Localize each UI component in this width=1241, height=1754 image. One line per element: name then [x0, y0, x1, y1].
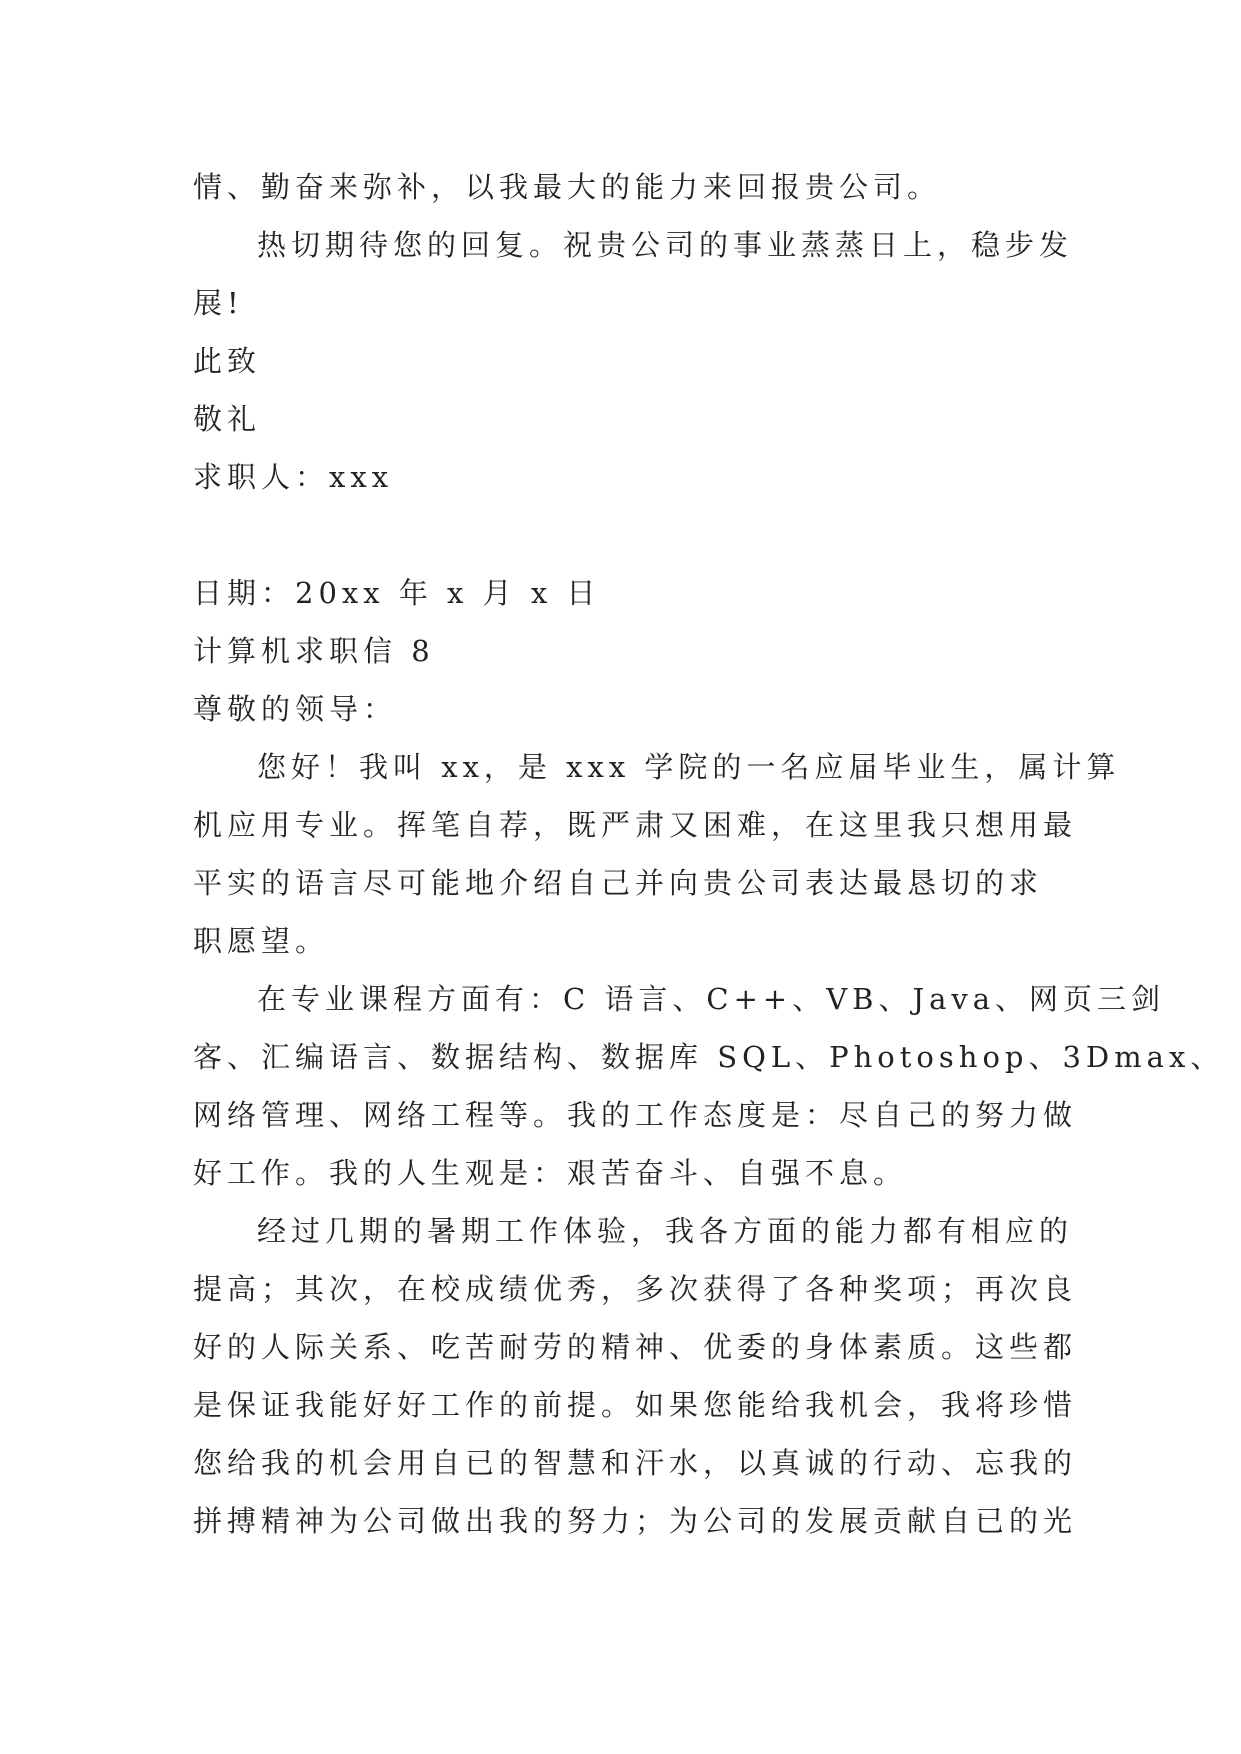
- text-line: 好的人际关系、吃苦耐劳的精神、优委的身体素质。这些都: [193, 1330, 1078, 1364]
- applicant-signature: 求职人：xxx: [193, 460, 394, 494]
- text-line: 是保证我能好好工作的前提。如果您能给我机会，我将珍惜: [193, 1388, 1078, 1422]
- text-line: 展!: [193, 286, 244, 320]
- text-line: 网络管理、网络工程等。我的工作态度是：尽自己的努力做: [193, 1098, 1078, 1132]
- text-line: 您给我的机会用自已的智慧和汗水，以真诚的行动、忘我的: [193, 1446, 1078, 1480]
- text-line: 情、勤奋来弥补，以我最大的能力来回报贵公司。: [193, 170, 942, 204]
- letter-greeting: 尊敬的领导：: [193, 692, 398, 726]
- letter-body: [193, 158, 1225, 1550]
- text-line: 职愿望。: [193, 924, 330, 958]
- text-line: 在专业课程方面有：C 语言、C++、VB、Java、网页三剑: [257, 982, 1166, 1016]
- text-line: 客、汇编语言、数据结构、数据库 SQL、Photoshop、3Dmax、: [193, 1040, 1225, 1074]
- closing-salutation: 此致: [193, 344, 262, 378]
- text-line: 提高；其次，在校成绩优秀，多次获得了各种奖项；再次良: [193, 1272, 1078, 1306]
- text-line: 经过几期的暑期工作体验，我各方面的能力都有相应的: [257, 1214, 1074, 1248]
- section-title: 计算机求职信 8: [193, 634, 435, 668]
- text-line: 热切期待您的回复。祝贵公司的事业蒸蒸日上，稳步发: [257, 228, 1074, 262]
- letter-date: 日期：20xx 年 x 月 x 日: [193, 576, 601, 610]
- blank-line: [193, 506, 1063, 564]
- text-line: 机应用专业。挥笔自荐，既严肃又困难，在这里我只想用最: [193, 808, 1078, 842]
- text-line: 平实的语言尽可能地介绍自己并向贵公司表达最恳切的求: [193, 866, 1044, 900]
- text-line: 好工作。我的人生观是：艰苦奋斗、自强不息。: [193, 1156, 908, 1190]
- text-line: 拼搏精神为公司做出我的努力；为公司的发展贡献自已的光: [193, 1504, 1078, 1538]
- closing-regards: 敬礼: [193, 402, 262, 436]
- text-line: 您好！我叫 xx，是 xxx 学院的一名应届毕业生，属计算: [257, 750, 1121, 784]
